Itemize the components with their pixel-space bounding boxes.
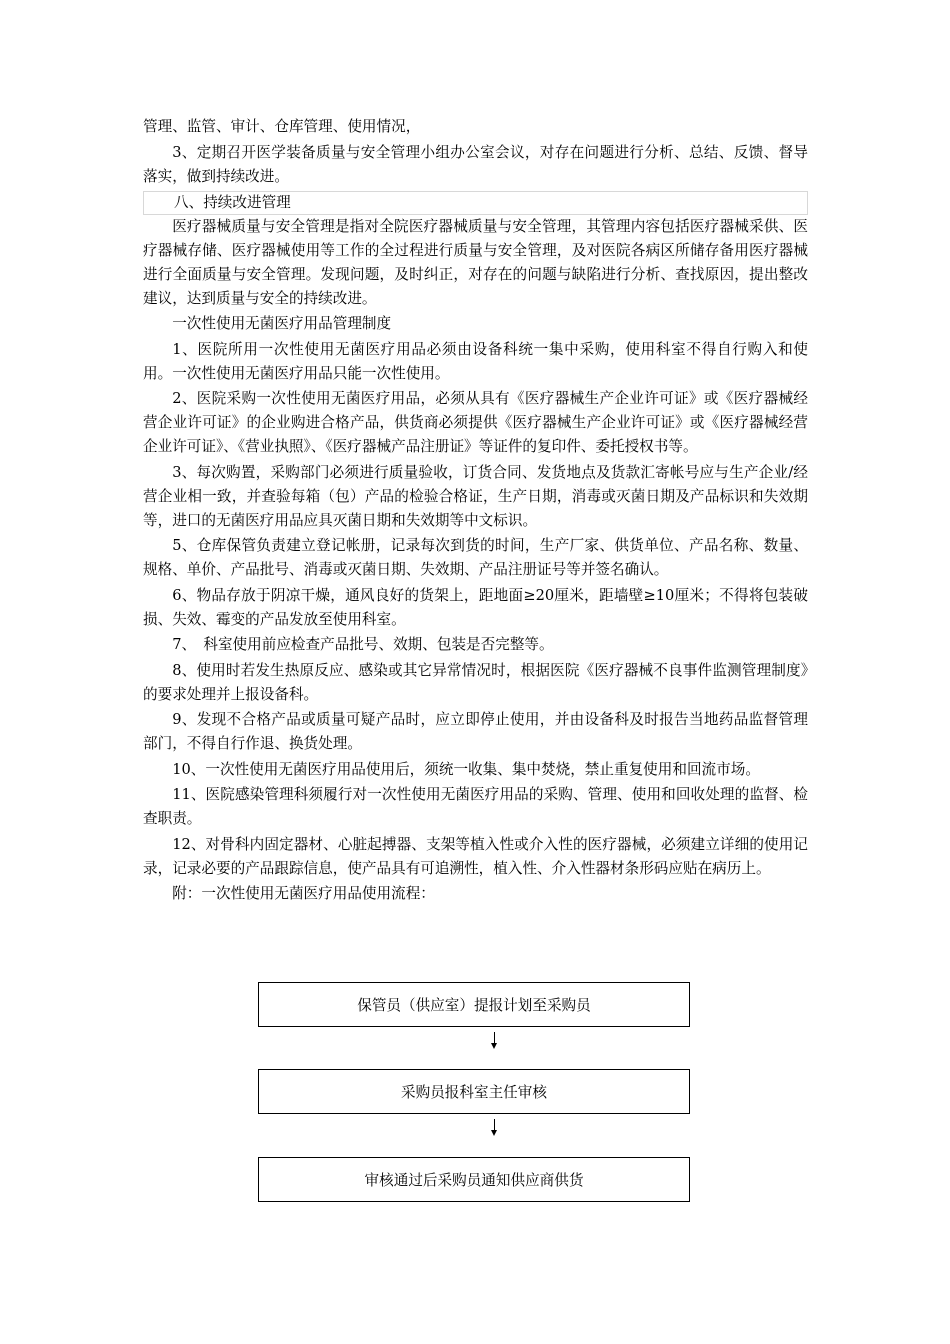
appendix-label: 附：一次性使用无菌医疗用品使用流程：: [172, 885, 435, 902]
flow-step-plan-submission: 保管员（供应室）提报计划至采购员: [258, 982, 690, 1027]
paragraph-quality-management: 医疗器械质量与安全管理是指对全院医疗器械质量与安全管理，其管理内容包括医疗器械采供、医疗器械存储、医疗器械使用等工作的全过程进行质量与安全管理，及对医院各病区所储存备用医疗器械进行全面质量与安全管理。发现问题，及时纠正，对存在的问题与缺陷进行分析、查找原因，提出整改建议，达到质量与安全的持续改进。: [143, 217, 808, 307]
arrow-down-icon: [489, 1119, 501, 1137]
rule-item-3: 3、每次购置，采购部门必须进行质量验收，订货合同、发货地点及货款汇寄帐号应与生产企业/经营企业相一致，并查验每箱（包）产品的检验合格证，生产日期，消毒或灭菌日期及产品标识和失效期等，进口的无菌医疗用品应具灭菌日期和失效期等中文标识。: [143, 463, 808, 529]
flow-step-notify-supplier: 审核通过后采购员通知供应商供货: [258, 1157, 690, 1202]
rule-item-1: 1、医院所用一次性使用无菌医疗用品必须由设备科统一集中采购，使用科室不得自行购入和使用。一次性使用无菌医疗用品只能一次性使用。: [143, 340, 808, 382]
flow-step-director-review: 采购员报科室主任审核: [258, 1069, 690, 1114]
rule-item-10: 10、一次性使用无菌医疗用品使用后，须统一收集、集中焚烧，禁止重复使用和回流市场。: [172, 760, 760, 778]
section-heading-continuous-improvement: 八、持续改进管理: [143, 191, 808, 215]
rule-item-7: 7、 科室使用前应检查产品批号、效期、包装是否完整等。: [172, 636, 554, 653]
section-title-disposable-sterile: 一次性使用无菌医疗用品管理制度: [172, 315, 392, 332]
arrow-down-icon: [489, 1032, 501, 1050]
rule-item-12: 12、对骨科内固定器材、心脏起搏器、支架等植入性或介入性的医疗器械，必须建立详细的使用记录，记录必要的产品跟踪信息，使产品具有可追溯性，植入性、介入性器材条形码应贴在病历上。: [143, 835, 808, 877]
rule-item-2: 2、医院采购一次性使用无菌医疗用品，必须从具有《医疗器械生产企业许可证》或《医疗器械经营企业许可证》的企业购进合格产品，供货商必须提供《医疗器械生产企业许可证》或《医疗器械经营企业许可证》、《营业执照》、《医疗器械产品注册证》等证件的复印件、委托授权书等。: [143, 390, 808, 455]
rule-item-9: 9、发现不合格产品或质量可疑产品时，应立即停止使用，并由设备科及时报告当地药品监督管理部门，不得自行作退、换货处理。: [143, 711, 808, 752]
rule-item-11: 11、医院感染管理科须履行对一次性使用无菌医疗用品的采购、管理、使用和回收处理的监督、检查职责。: [143, 786, 808, 827]
paragraph-item-3: 3、定期召开医学装备质量与安全管理小组办公室会议，对存在问题进行分析、总结、反馈、督导落实，做到持续改进。: [143, 143, 808, 185]
rule-item-6: 6、物品存放于阴凉干燥，通风良好的货架上，距地面≥20厘米，距墙壁≥10厘米；不得将包装破损、失效、霉变的产品发放至使用科室。: [143, 586, 808, 628]
flowchart: [258, 982, 690, 1204]
rule-item-5: 5、仓库保管负责建立登记帐册，记录每次到货的时间，生产厂家、供货单位、产品名称、数量、规格、单价、产品批号、消毒或灭菌日期、失效期、产品注册证号等并签名确认。: [143, 537, 808, 578]
paragraph-continuation: 管理、监管、审计、仓库管理、使用情况，: [143, 118, 421, 135]
rule-item-8: 8、使用时若发生热原反应、感染或其它异常情况时，根据医院《医疗器械不良事件监测管理制度》的要求处理并上报设备科。: [143, 661, 808, 703]
document-body: [143, 115, 808, 908]
